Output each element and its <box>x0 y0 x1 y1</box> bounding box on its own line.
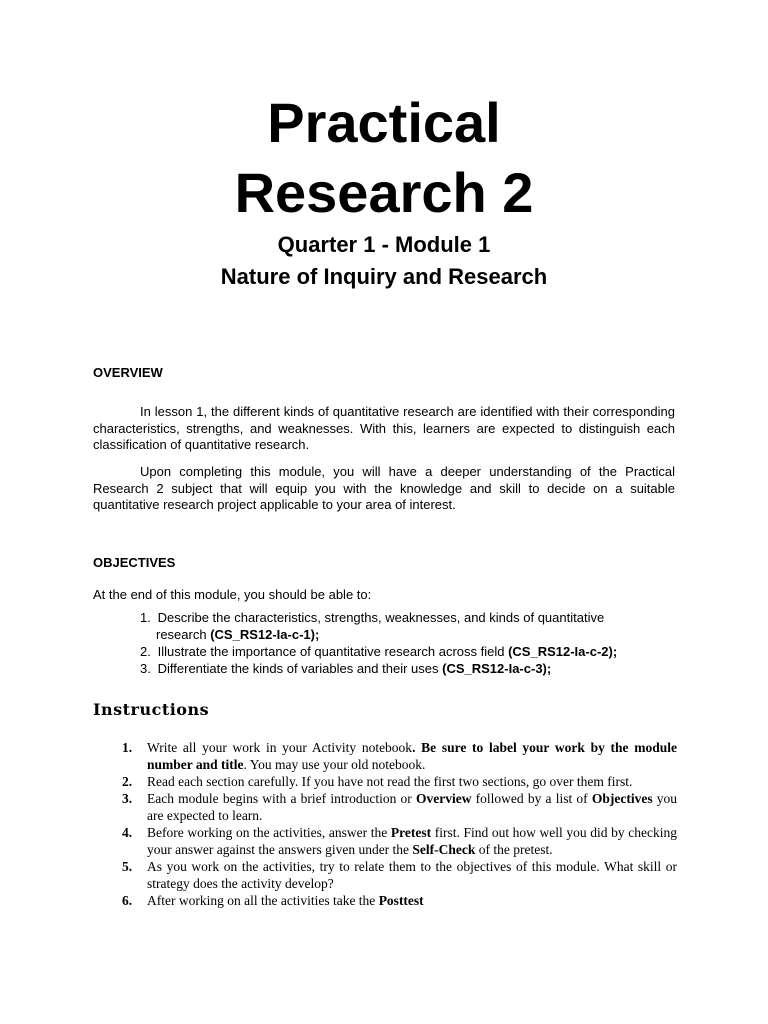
instruction-text-end: of the pretest. <box>475 842 553 857</box>
instruction-emphasis-overview: Overview <box>415 791 472 806</box>
instruction-text-mid: first. Find out how well you did by checking your answer against the answers given under the <box>147 825 677 857</box>
objectives-intro: At the end of this module, you should be able to: <box>93 587 372 602</box>
instruction-number: 5. <box>122 859 133 874</box>
instruction-item <box>122 739 677 773</box>
instruction-text-mid: followed by a list of <box>471 791 592 806</box>
instruction-emphasis-pretest: Pretest <box>390 825 432 840</box>
document-title <box>0 88 768 228</box>
instructions-list <box>122 739 677 909</box>
instruction-text: After working on all the activities take the <box>147 893 379 908</box>
instruction-item <box>122 858 677 892</box>
instruction-text: Each module begins with a brief introduction or <box>147 791 416 806</box>
objective-text: Describe the characteristics, strengths, weaknesses, and kinds of quantitative <box>157 610 605 625</box>
objective-number: 3. <box>140 661 151 676</box>
objectives-list <box>140 609 680 677</box>
instruction-emphasis-posttest: Posttest <box>378 893 424 908</box>
instruction-number: 6. <box>122 893 133 908</box>
overview-heading: OVERVIEW <box>93 365 163 380</box>
objective-number: 2. <box>140 644 151 659</box>
instruction-text: Write all your work in your Activity notebook <box>147 740 413 755</box>
objective-item <box>140 643 680 660</box>
objective-item <box>140 609 680 643</box>
objective-text: Illustrate the importance of quantitative research across field <box>157 644 505 659</box>
title-block <box>0 88 768 293</box>
instruction-text: As you work on the activities, try to relate them to the objectives of this module. What skill or strategy does the activity develop? <box>147 859 677 891</box>
instruction-emphasis-self-check: Self-Check <box>412 842 476 857</box>
competency-code: (CS_RS12-Ia-c-2); <box>508 644 618 659</box>
overview-paragraph-2: Upon completing this module, you will have a deeper understanding of the Practical Research 2 subject that will equip you with the knowledge and skill to decide on a suitable quantitative research project applicable to your area of interest. <box>93 464 675 512</box>
competency-code: (CS_RS12-Ia-c-1); <box>210 627 320 642</box>
instruction-text: Before working on the activities, answer the <box>147 825 391 840</box>
instruction-text: Read each section carefully. If you have not read the first two sections, go over them first. <box>147 774 633 789</box>
instruction-item <box>122 790 677 824</box>
module-title: Nature of Inquiry and Research <box>220 264 548 289</box>
overview-paragraph-1: In lesson 1, the different kinds of quantitative research are identified with their corresponding characteristics, strengths, and weaknesses. With this, learners are expected to distinguish each classification of quantitative research. <box>93 404 675 452</box>
instruction-number: 3. <box>122 791 133 806</box>
objective-text: Differentiate the kinds of variables and their uses <box>157 661 439 676</box>
instruction-item <box>122 773 677 790</box>
instruction-item <box>122 824 677 858</box>
instruction-number: 2. <box>122 774 133 789</box>
objectives-heading: OBJECTIVES <box>93 555 176 570</box>
title-line-2: Research 2 <box>234 161 534 224</box>
instruction-emphasis: . Be sure to label your work by the module number and title <box>147 740 677 772</box>
instruction-text-end: . You may use your old notebook. <box>243 757 426 772</box>
objective-item <box>140 660 680 677</box>
objective-text-continued: research <box>156 627 207 642</box>
title-line-1: Practical <box>267 91 501 154</box>
instruction-text-end: you are expected to learn. <box>147 791 678 823</box>
instruction-number: 1. <box>122 740 133 755</box>
objective-number: 1. <box>140 610 151 625</box>
instruction-number: 4. <box>122 825 133 840</box>
instruction-emphasis-objectives: Objectives <box>591 791 653 806</box>
instructions-heading: Instructions <box>93 700 210 719</box>
instruction-item <box>122 892 677 909</box>
competency-code: (CS_RS12-Ia-c-3); <box>442 661 552 676</box>
quarter-module-label: Quarter 1 - Module 1 <box>277 232 491 257</box>
